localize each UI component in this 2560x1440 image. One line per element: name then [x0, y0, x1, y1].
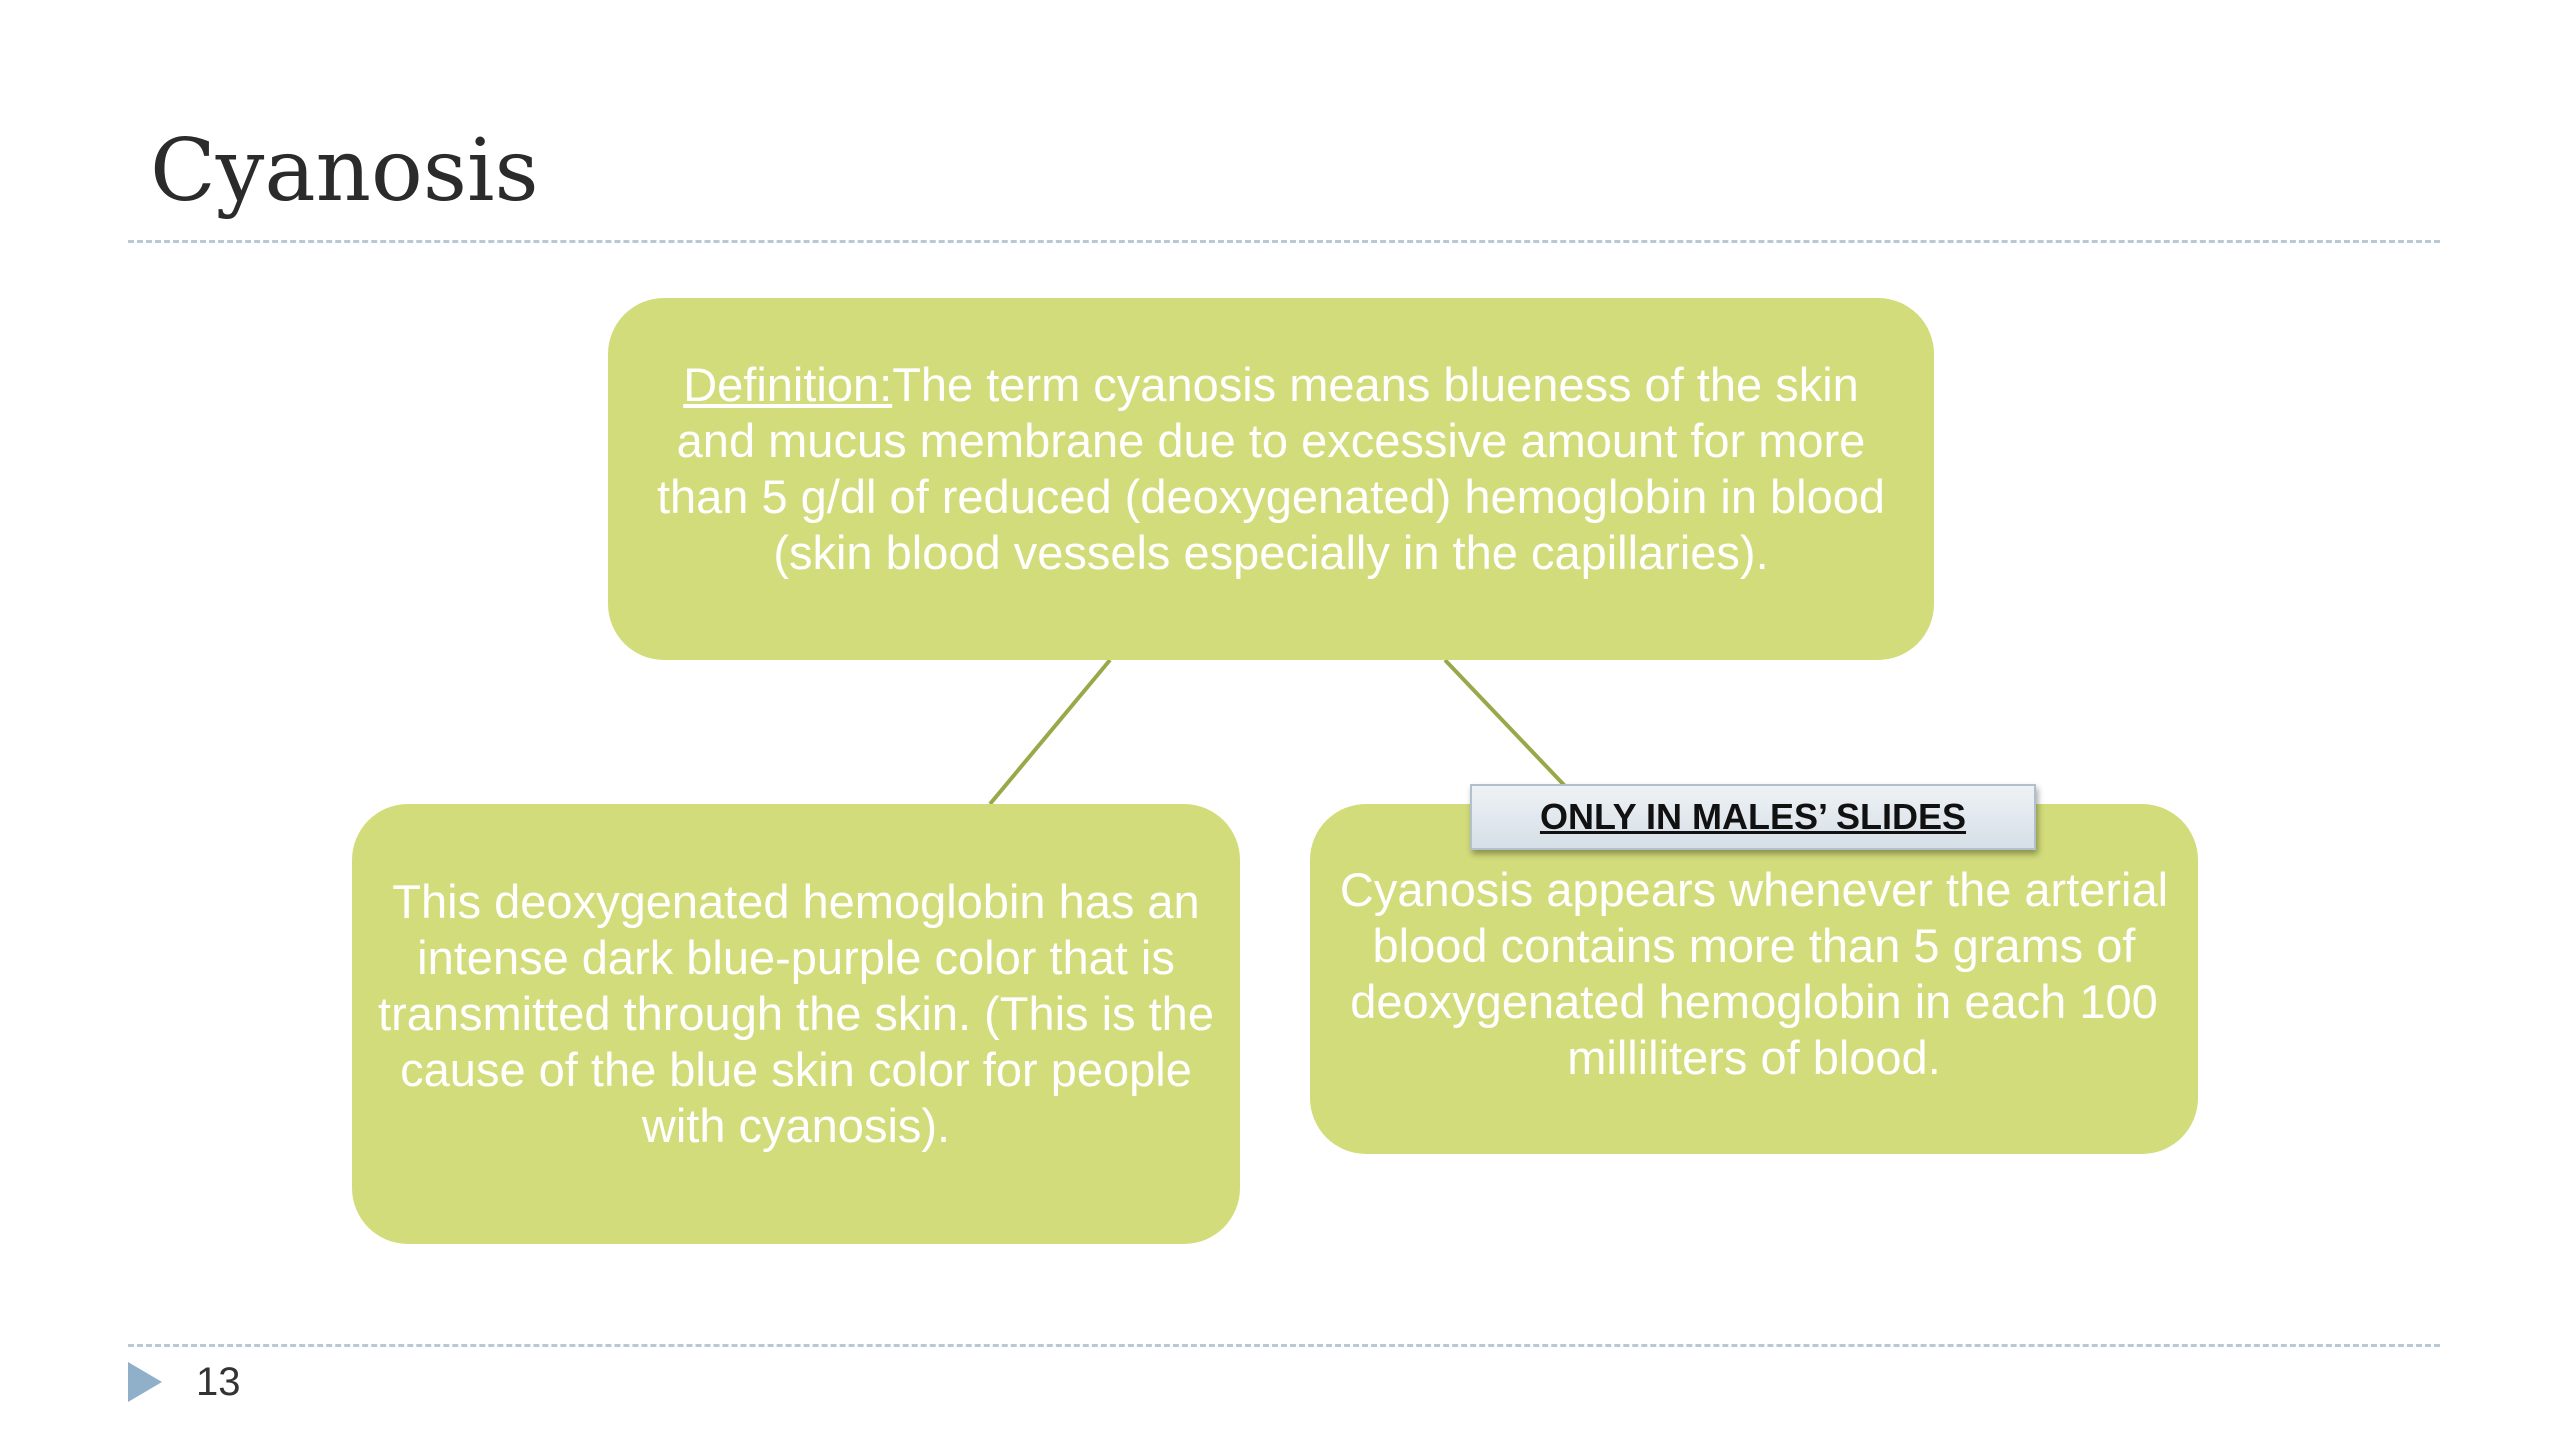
connector-definition-to-right	[1445, 660, 1565, 786]
hemoglobin-color-text: This deoxygenated hemoglobin has an intense dark blue-purple color that is transmitted through the skin. (This is the cause of the blue skin color for people with cyanosis).	[378, 875, 1214, 1152]
page-number: 13	[196, 1360, 241, 1404]
slide-title: Cyanosis	[150, 121, 539, 221]
cyanosis-threshold-box	[1310, 804, 2198, 1154]
hemoglobin-color-box	[352, 804, 1240, 1244]
play-triangle-icon	[128, 1362, 162, 1402]
definition-label: Definition:	[683, 358, 893, 411]
cyanosis-threshold-text: Cyanosis appears whenever the arterial blood contains more than 5 grams of deoxygenated hemoglobin in each 100 milliliters of blood.	[1339, 863, 2169, 1084]
connector-definition-to-left	[990, 660, 1110, 804]
males-slides-tag: ONLY IN MALES’ SLIDES	[1470, 784, 2036, 850]
definition-box	[608, 298, 1934, 660]
definition-paragraph	[642, 357, 1900, 581]
definition-text: The term cyanosis means blueness of the skin and mucus membrane due to excessive amount for more than 5 g/dl of reduced (deoxygenated) hemoglobin in blood (skin blood vessels especially in the capillaries).	[656, 358, 1886, 579]
footer-divider	[128, 1344, 2440, 1347]
